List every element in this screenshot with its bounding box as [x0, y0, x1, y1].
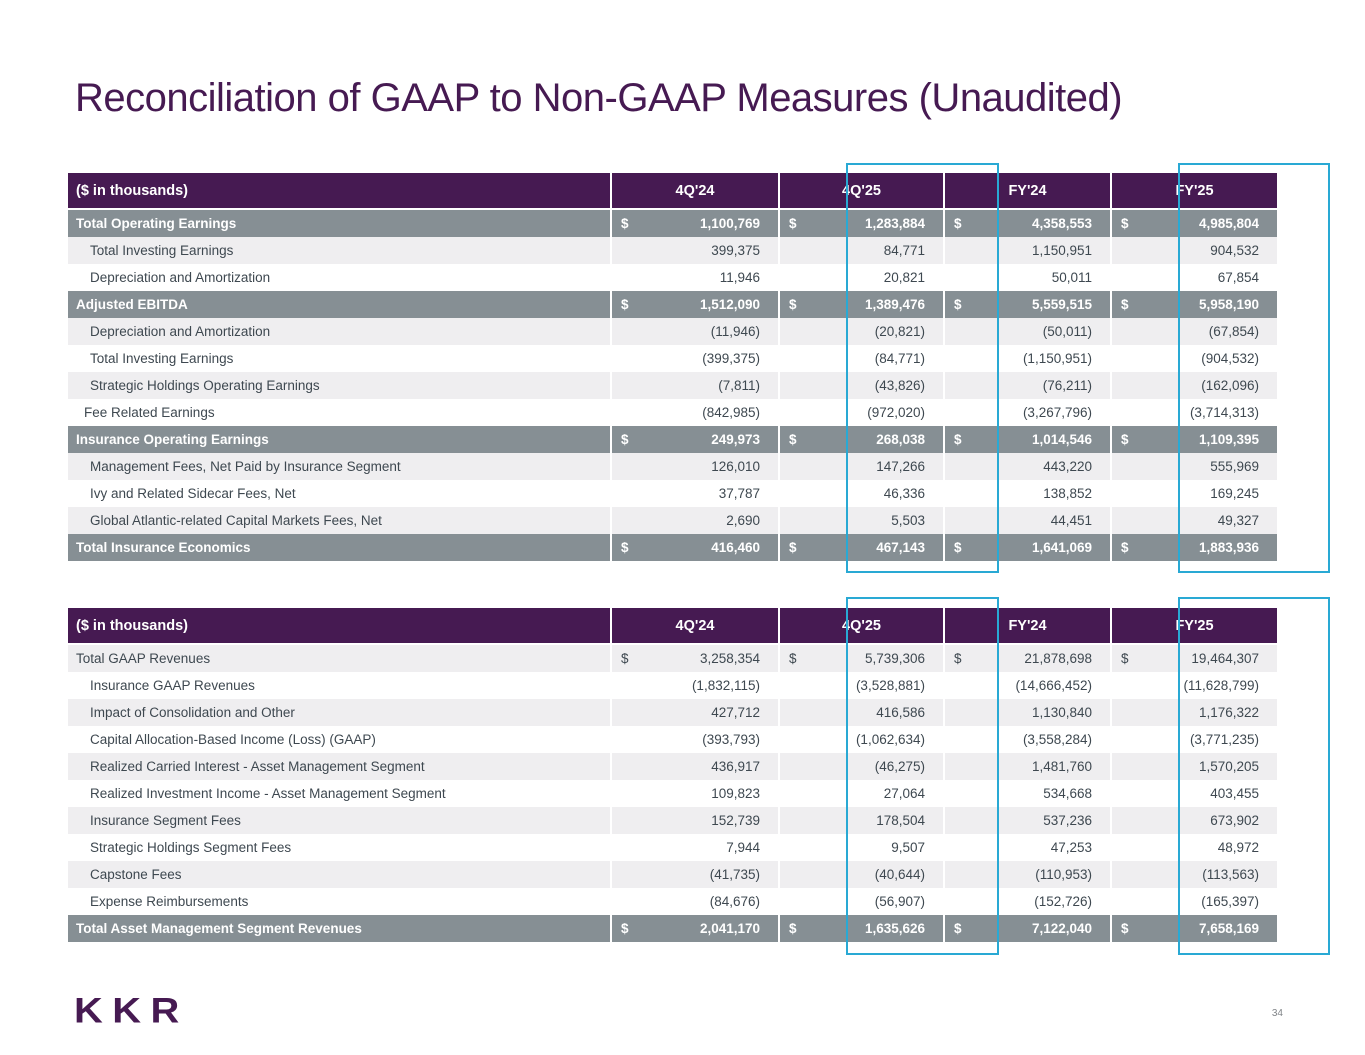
value-cell: [778, 318, 943, 345]
value-number: (110,953): [1035, 867, 1092, 882]
value-cell: [610, 372, 778, 399]
value-number: 11,946: [719, 270, 760, 285]
value-cell: [1110, 426, 1277, 453]
dollar-sign: $: [954, 297, 962, 312]
value-cell: [943, 915, 1110, 942]
value-cell: [943, 534, 1110, 561]
dollar-sign: $: [1121, 297, 1129, 312]
value-cell: [778, 237, 943, 264]
value-number: 1,176,322: [1198, 705, 1259, 720]
value-cell: [610, 699, 778, 726]
table-row: [68, 237, 1277, 264]
value-cell: [778, 210, 943, 237]
value-cell: [610, 210, 778, 237]
value-cell: [943, 291, 1110, 318]
value-number: (20,821): [874, 324, 925, 339]
value-number: (1,062,634): [855, 732, 925, 747]
value-number: 2,690: [726, 513, 760, 528]
value-number: (3,714,313): [1189, 405, 1259, 420]
page-number: 34: [1271, 1008, 1283, 1019]
value-cell: [1110, 453, 1277, 480]
value-cell: [1110, 672, 1277, 699]
value-cell: [1110, 645, 1277, 672]
value-cell: [1110, 861, 1277, 888]
value-cell: [610, 672, 778, 699]
value-number: 1,389,476: [864, 297, 925, 312]
value-cell: [1110, 834, 1277, 861]
row-label: Capital Allocation-Based Income (Loss) (GAAP): [90, 732, 376, 747]
column-header-4q25: 4Q'25: [778, 173, 943, 208]
value-number: 147,266: [876, 459, 925, 474]
value-cell: [610, 507, 778, 534]
row-label: Total Insurance Economics: [76, 540, 251, 555]
value-cell: [778, 399, 943, 426]
value-number: 19,464,307: [1191, 651, 1259, 666]
value-number: (399,375): [702, 351, 760, 366]
value-cell: [1110, 237, 1277, 264]
value-number: 904,532: [1210, 243, 1259, 258]
value-number: 46,336: [883, 486, 925, 501]
row-label: Expense Reimbursements: [90, 894, 249, 909]
value-number: 534,668: [1043, 786, 1092, 801]
value-number: 84,771: [883, 243, 925, 258]
column-header-fy24: FY'24: [943, 173, 1110, 208]
table-header-row: [68, 173, 1277, 210]
value-number: 7,658,169: [1198, 921, 1259, 936]
value-number: 27,064: [883, 786, 925, 801]
value-number: 1,635,626: [864, 921, 925, 936]
value-cell: [778, 645, 943, 672]
value-cell: [943, 699, 1110, 726]
dollar-sign: $: [621, 432, 629, 447]
value-number: 109,823: [711, 786, 760, 801]
value-number: (76,211): [1042, 378, 1092, 393]
value-cell: [778, 534, 943, 561]
value-number: (56,907): [874, 894, 925, 909]
value-cell: [778, 753, 943, 780]
value-cell: [1110, 318, 1277, 345]
value-number: 20,821: [883, 270, 925, 285]
value-cell: [610, 345, 778, 372]
table-row: [68, 372, 1277, 399]
value-cell: [1110, 345, 1277, 372]
value-number: 1,283,884: [864, 216, 925, 231]
value-number: (11,946): [710, 324, 760, 339]
value-number: (46,275): [874, 759, 925, 774]
dollar-sign: $: [954, 540, 962, 555]
table-row: [68, 645, 1277, 672]
value-number: (3,267,796): [1022, 405, 1092, 420]
value-cell: [1110, 807, 1277, 834]
value-number: (393,793): [702, 732, 760, 747]
table-row: [68, 480, 1277, 507]
value-number: 1,130,840: [1031, 705, 1092, 720]
value-number: 47,253: [1050, 840, 1092, 855]
kkr-logo: KKR: [74, 992, 189, 1031]
value-number: (7,811): [718, 378, 760, 393]
value-cell: [943, 372, 1110, 399]
value-cell: [943, 480, 1110, 507]
row-label: Total Investing Earnings: [90, 351, 234, 366]
value-cell: [778, 699, 943, 726]
value-number: 537,236: [1043, 813, 1092, 828]
value-number: 1,150,951: [1031, 243, 1092, 258]
dollar-sign: $: [1121, 216, 1129, 231]
unit-label: ($ in thousands): [76, 182, 188, 199]
value-number: (1,832,115): [691, 678, 760, 693]
value-cell: [610, 645, 778, 672]
value-cell: [943, 453, 1110, 480]
row-label: Total Investing Earnings: [90, 243, 234, 258]
value-cell: [610, 834, 778, 861]
table-row: [68, 753, 1277, 780]
row-label: Strategic Holdings Operating Earnings: [90, 378, 320, 393]
table-header-row: [68, 608, 1277, 645]
value-number: (84,771): [874, 351, 925, 366]
value-number: 3,258,354: [699, 651, 760, 666]
table-row: [68, 915, 1277, 942]
value-number: (84,676): [709, 894, 760, 909]
value-cell: [778, 264, 943, 291]
value-number: 268,038: [876, 432, 925, 447]
value-number: (165,397): [1201, 894, 1259, 909]
table-row: [68, 888, 1277, 915]
value-number: 5,739,306: [864, 651, 925, 666]
value-cell: [610, 753, 778, 780]
table-row: [68, 807, 1277, 834]
value-number: 178,504: [876, 813, 925, 828]
table-row: [68, 726, 1277, 753]
value-number: 21,878,698: [1024, 651, 1092, 666]
value-cell: [943, 888, 1110, 915]
value-cell: [778, 507, 943, 534]
value-cell: [778, 372, 943, 399]
value-number: 138,852: [1043, 486, 1092, 501]
table-row: [68, 210, 1277, 237]
dollar-sign: $: [789, 297, 797, 312]
value-cell: [778, 780, 943, 807]
value-cell: [610, 264, 778, 291]
value-number: 416,460: [711, 540, 760, 555]
table-row: [68, 780, 1277, 807]
value-number: 4,985,804: [1198, 216, 1259, 231]
value-cell: [610, 726, 778, 753]
value-cell: [610, 318, 778, 345]
value-cell: [610, 426, 778, 453]
value-number: 1,570,205: [1198, 759, 1259, 774]
value-cell: [778, 426, 943, 453]
row-label: Insurance Segment Fees: [90, 813, 241, 828]
row-label: Impact of Consolidation and Other: [90, 705, 295, 720]
value-number: 1,883,936: [1198, 540, 1259, 555]
value-number: 399,375: [711, 243, 760, 258]
value-cell: [1110, 291, 1277, 318]
value-cell: [778, 291, 943, 318]
value-cell: [778, 726, 943, 753]
value-number: 673,902: [1210, 813, 1259, 828]
value-cell: [610, 453, 778, 480]
row-label: Realized Investment Income - Asset Management Segment: [90, 786, 446, 801]
value-cell: [610, 807, 778, 834]
value-cell: [778, 480, 943, 507]
value-cell: [1110, 726, 1277, 753]
value-number: 1,109,395: [1198, 432, 1259, 447]
value-number: 1,512,090: [699, 297, 760, 312]
value-cell: [943, 318, 1110, 345]
value-cell: [778, 834, 943, 861]
row-label: Depreciation and Amortization: [90, 324, 271, 339]
table-row: [68, 699, 1277, 726]
value-number: 2,041,170: [699, 921, 760, 936]
value-number: 7,122,040: [1031, 921, 1092, 936]
value-cell: [943, 834, 1110, 861]
dollar-sign: $: [621, 921, 629, 936]
value-cell: [943, 753, 1110, 780]
value-number: 555,969: [1210, 459, 1259, 474]
table-row: [68, 318, 1277, 345]
reconciliation-table-1: [68, 173, 1277, 561]
dollar-sign: $: [1121, 540, 1129, 555]
dollar-sign: $: [789, 651, 797, 666]
row-label: Insurance Operating Earnings: [76, 432, 269, 447]
value-number: (40,644): [874, 867, 925, 882]
row-label: Strategic Holdings Segment Fees: [90, 840, 292, 855]
value-cell: [610, 888, 778, 915]
value-number: 1,641,069: [1031, 540, 1092, 555]
column-header-fy25: FY'25: [1110, 173, 1277, 208]
value-cell: [943, 264, 1110, 291]
value-number: (11,628,799): [1183, 678, 1259, 693]
dollar-sign: $: [789, 540, 797, 555]
value-cell: [1110, 372, 1277, 399]
value-number: (3,558,284): [1022, 732, 1092, 747]
value-cell: [610, 480, 778, 507]
value-number: 9,507: [891, 840, 925, 855]
dollar-sign: $: [1121, 432, 1129, 447]
value-cell: [610, 780, 778, 807]
value-number: (67,854): [1208, 324, 1259, 339]
value-number: 7,944: [726, 840, 760, 855]
value-number: 67,854: [1217, 270, 1259, 285]
value-cell: [943, 807, 1110, 834]
value-number: (842,985): [702, 405, 760, 420]
value-number: 249,973: [711, 432, 760, 447]
value-cell: [943, 672, 1110, 699]
row-label: Adjusted EBITDA: [76, 297, 188, 312]
dollar-sign: $: [621, 540, 629, 555]
row-label: Management Fees, Net Paid by Insurance Segment: [90, 459, 401, 474]
dollar-sign: $: [621, 297, 629, 312]
value-number: 5,559,515: [1031, 297, 1092, 312]
column-header-4q24: 4Q'24: [610, 608, 778, 643]
value-number: 5,503: [891, 513, 925, 528]
table-row: [68, 345, 1277, 372]
value-cell: [943, 726, 1110, 753]
dollar-sign: $: [621, 651, 629, 666]
value-number: 44,451: [1050, 513, 1092, 528]
value-cell: [943, 399, 1110, 426]
value-number: 436,917: [711, 759, 760, 774]
dollar-sign: $: [789, 432, 797, 447]
value-cell: [778, 345, 943, 372]
page-title: Reconciliation of GAAP to Non-GAAP Measures (Unaudited): [75, 76, 1123, 120]
value-cell: [778, 807, 943, 834]
value-cell: [943, 426, 1110, 453]
value-cell: [943, 861, 1110, 888]
row-label: Total Operating Earnings: [76, 216, 237, 231]
value-number: 126,010: [711, 459, 760, 474]
table-row: [68, 264, 1277, 291]
table-row: [68, 507, 1277, 534]
dollar-sign: $: [1121, 651, 1129, 666]
value-cell: [1110, 699, 1277, 726]
value-number: 49,327: [1217, 513, 1259, 528]
value-cell: [943, 345, 1110, 372]
value-number: (1,150,951): [1022, 351, 1092, 366]
value-number: (50,011): [1042, 324, 1092, 339]
row-label: Global Atlantic-related Capital Markets Fees, Net: [90, 513, 382, 528]
unit-label: ($ in thousands): [76, 617, 188, 634]
value-number: (972,020): [867, 405, 925, 420]
value-number: 1,481,760: [1031, 759, 1092, 774]
value-cell: [1110, 753, 1277, 780]
value-number: (14,666,452): [1015, 678, 1092, 693]
value-cell: [943, 780, 1110, 807]
dollar-sign: $: [789, 921, 797, 936]
value-number: 467,143: [876, 540, 925, 555]
value-cell: [943, 210, 1110, 237]
value-number: (904,532): [1201, 351, 1259, 366]
table-row: [68, 672, 1277, 699]
value-cell: [1110, 534, 1277, 561]
value-number: (113,563): [1202, 867, 1259, 882]
column-header-fy24: FY'24: [943, 608, 1110, 643]
value-number: (3,771,235): [1189, 732, 1259, 747]
value-cell: [1110, 264, 1277, 291]
value-number: (43,826): [874, 378, 925, 393]
table-row: [68, 426, 1277, 453]
value-number: 427,712: [711, 705, 760, 720]
value-number: (152,726): [1034, 894, 1092, 909]
value-number: 5,958,190: [1198, 297, 1259, 312]
value-cell: [610, 861, 778, 888]
value-number: 152,739: [711, 813, 760, 828]
column-header-4q24: 4Q'24: [610, 173, 778, 208]
value-cell: [778, 888, 943, 915]
value-number: 443,220: [1043, 459, 1092, 474]
value-cell: [1110, 915, 1277, 942]
value-cell: [778, 861, 943, 888]
dollar-sign: $: [954, 216, 962, 231]
row-label: Ivy and Related Sidecar Fees, Net: [90, 486, 296, 501]
reconciliation-table-2: [68, 608, 1277, 942]
row-label: Depreciation and Amortization: [90, 270, 271, 285]
row-label: Fee Related Earnings: [84, 405, 215, 420]
value-cell: [1110, 399, 1277, 426]
table-row: [68, 453, 1277, 480]
dollar-sign: $: [954, 651, 962, 666]
table-row: [68, 291, 1277, 318]
value-number: 416,586: [876, 705, 925, 720]
value-cell: [1110, 780, 1277, 807]
column-header-fy25: FY'25: [1110, 608, 1277, 643]
value-cell: [943, 237, 1110, 264]
value-number: (3,528,881): [855, 678, 925, 693]
row-label: Capstone Fees: [90, 867, 182, 882]
dollar-sign: $: [954, 921, 962, 936]
value-cell: [1110, 888, 1277, 915]
value-cell: [1110, 210, 1277, 237]
value-number: 169,245: [1210, 486, 1259, 501]
value-cell: [778, 915, 943, 942]
value-cell: [943, 645, 1110, 672]
table-row: [68, 534, 1277, 561]
table-row: [68, 861, 1277, 888]
value-cell: [1110, 480, 1277, 507]
value-cell: [610, 534, 778, 561]
dollar-sign: $: [789, 216, 797, 231]
value-cell: [610, 237, 778, 264]
value-cell: [1110, 507, 1277, 534]
column-header-4q25: 4Q'25: [778, 608, 943, 643]
value-cell: [778, 453, 943, 480]
dollar-sign: $: [621, 216, 629, 231]
value-cell: [610, 291, 778, 318]
value-cell: [943, 507, 1110, 534]
row-label: Total Asset Management Segment Revenues: [76, 921, 362, 936]
value-number: 4,358,553: [1031, 216, 1092, 231]
value-number: 37,787: [718, 486, 760, 501]
value-number: 1,100,769: [699, 216, 760, 231]
value-number: 50,011: [1051, 270, 1092, 285]
row-label: Total GAAP Revenues: [76, 651, 211, 666]
dollar-sign: $: [954, 432, 962, 447]
row-label: Realized Carried Interest - Asset Management Segment: [90, 759, 425, 774]
value-number: 1,014,546: [1031, 432, 1092, 447]
value-number: (41,735): [709, 867, 760, 882]
value-cell: [610, 915, 778, 942]
value-number: 403,455: [1210, 786, 1259, 801]
dollar-sign: $: [1121, 921, 1129, 936]
row-label: Insurance GAAP Revenues: [90, 678, 255, 693]
value-number: 48,972: [1217, 840, 1259, 855]
value-cell: [610, 399, 778, 426]
value-number: (162,096): [1201, 378, 1259, 393]
value-cell: [778, 672, 943, 699]
table-row: [68, 399, 1277, 426]
table-row: [68, 834, 1277, 861]
